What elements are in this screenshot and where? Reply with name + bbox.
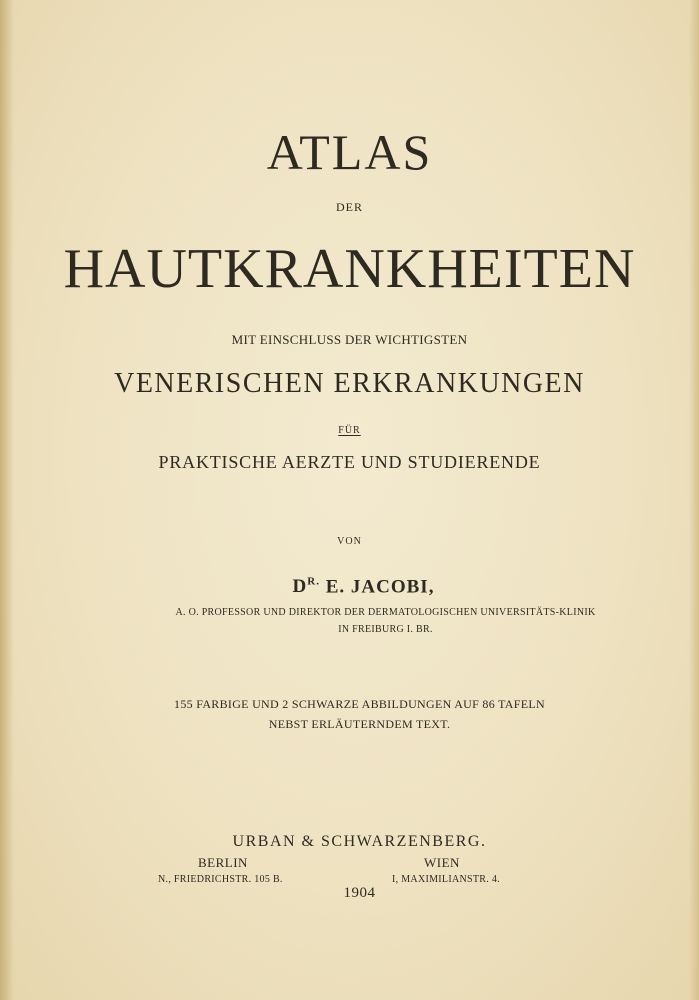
audience-connector: FÜR <box>338 425 361 436</box>
author-title: $D^{R.}$ <box>292 576 320 598</box>
audience: PRAKTISCHE AERZTE UND STUDIERENDE <box>158 452 541 472</box>
subtitle-intro: MIT EINSCHLUSS DER WICHTIGSTEN <box>231 332 468 347</box>
author-role: A. O. PROFESSOR UND DIREKTOR DER DERMATOLOGISCHEN UNIVERSITÄTS-KLINIK <box>175 607 596 618</box>
author-name <box>0 576 699 598</box>
author-location: IN FREIBURG I. BR. <box>338 624 433 635</box>
publication-year: 1904 <box>343 885 376 901</box>
illustrations-info: 155 FARBIGE UND 2 SCHWARZE ABBILDUNGEN AUF 86 TAFELN <box>174 697 545 711</box>
publisher-city-berlin: BERLIN <box>198 855 248 870</box>
subtitle-main: VENERISCHEN ERKRANKUNGEN <box>114 368 585 399</box>
title-connector: DER <box>336 200 363 214</box>
publisher-name: URBAN & SCHWARZENBERG. <box>232 833 487 850</box>
book-title: ATLAS <box>266 124 433 180</box>
publisher-city-wien: WIEN <box>424 855 460 870</box>
author-name-text: E. JACOBI, <box>319 576 435 598</box>
author-connector: VON <box>337 536 362 547</box>
publisher-address-berlin: N., FRIEDRICHSTR. 105 B. <box>158 874 283 885</box>
book-subject: HAUTKRANKHEITEN <box>63 238 636 300</box>
publisher-address-wien: I, MAXIMILIANSTR. 4. <box>392 874 500 885</box>
illustrations-text-info: NEBST ERLÄUTERNDEM TEXT. <box>268 717 451 731</box>
